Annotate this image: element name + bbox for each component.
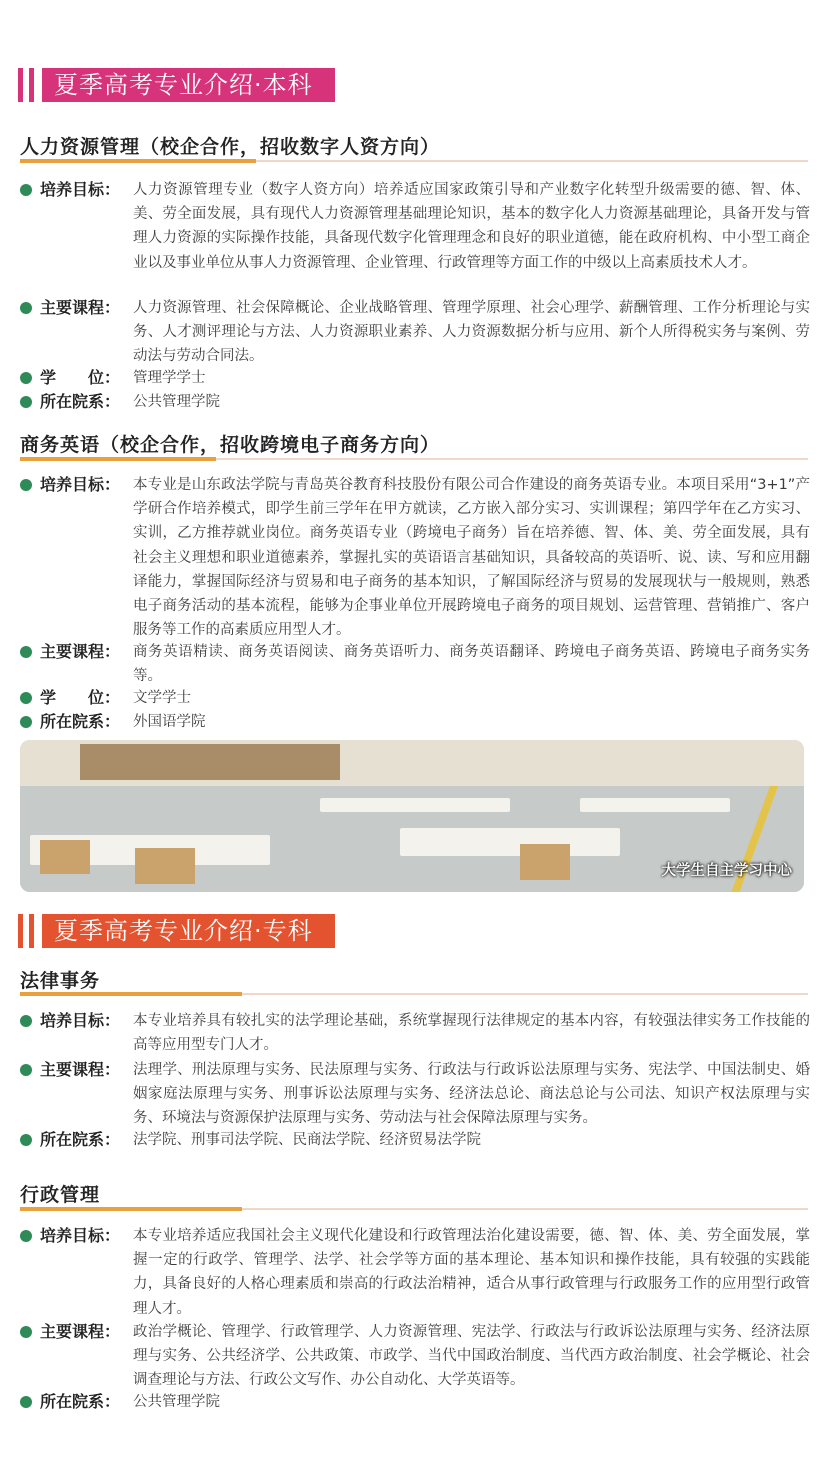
- bullet-icon: [20, 1064, 32, 1076]
- bullet-icon: [20, 302, 32, 314]
- row-text: 法学院、刑事司法学院、民商法学院、经济贸易法学院: [133, 1132, 481, 1148]
- title-underline: [20, 1208, 808, 1210]
- row-label: 所在院系：: [40, 712, 121, 731]
- row-text: 本专业培养适应我国社会主义现代化建设和行政管理法治化建设需要，德、智、体、美、劳全面发展，掌握一定的行政学、管理学、法学、社会学等方面的基本理论、基本知识和操作技能，具有较强的实践能力，具备良好的人格心理素质和崇高的行政法治精神，适合从事行政管理与行政服务工作的应用型行政管理人才。: [133, 1228, 810, 1317]
- row-text: 政治学概论、管理学、行政管理学、人力资源管理、宪法学、行政法与行政诉讼法原理与实务、经济法原理与实务、公共经济学、公共政策、市政学、当代中国政治制度、当代西方政治制度、社会学概论、社会调查理论与方法、行政公文写作、办公自动化、大学英语等。: [133, 1324, 810, 1389]
- row-courses: [20, 640, 810, 688]
- study-center-photo: [20, 740, 804, 892]
- major-title: 商务英语（校企合作，招收跨境电子商务方向）: [20, 434, 441, 456]
- bullet-icon: [20, 646, 32, 658]
- row-label: 学 位：: [40, 368, 121, 387]
- bullet-icon: [20, 372, 32, 384]
- row-label: 培养目标：: [40, 1226, 121, 1245]
- row-courses: [20, 1058, 810, 1131]
- row-department: [20, 1128, 810, 1152]
- row-text: 本专业培养具有较扎实的法学理论基础，系统掌握现行法律规定的基本内容，有较强法律实务工作技能的高等应用型专门人才。: [133, 1013, 810, 1054]
- row-goal: [20, 178, 810, 275]
- row-degree: [20, 686, 810, 710]
- row-text: 公共管理学院: [133, 1394, 220, 1410]
- bullet-icon: [20, 479, 32, 491]
- major-title: 人力资源管理（校企合作，招收数字人资方向）: [20, 136, 441, 158]
- row-department: [20, 1390, 810, 1414]
- section-banner-undergrad: [18, 68, 335, 102]
- row-text: 商务英语精读、商务英语阅读、商务英语听力、商务英语翻译、跨境电子商务英语、跨境电子商务实务等。: [133, 644, 810, 685]
- section-banner-title: 夏季高考专业介绍·本科: [42, 68, 335, 102]
- row-label: 学 位：: [40, 688, 121, 707]
- bullet-icon: [20, 1134, 32, 1146]
- row-label: 主要课程：: [40, 1060, 121, 1079]
- row-degree: [20, 366, 810, 390]
- major-title: 行政管理: [20, 1184, 101, 1206]
- row-label: 主要课程：: [40, 642, 121, 661]
- row-label: 培养目标：: [40, 475, 121, 494]
- photo-caption: 大学生自主学习中心: [661, 863, 792, 879]
- row-goal: [20, 1009, 810, 1057]
- row-text: 本专业是山东政法学院与青岛英谷教育科技股份有限公司合作建设的商务英语专业。本项目采用“3+1”产学研合作培养模式，即学生前三学年在甲方就读，乙方嵌入部分实习、实训课程；第四学年在乙方实习、实训，乙方推荐就业岗位。商务英语专业（跨境电子商务）旨在培养德、智、体、美、劳全面发展，具有社会主义理想和职业道德素养，掌握扎实的英语语言基础知识，具备较高的英语听、说、读、写和应用翻译能力，掌握国际经济与贸易和电子商务的基本知识，了解国际经济与贸易的发展现状与一般规则，熟悉电子商务活动的基本流程，能够为企事业单位开展跨境电子商务的项目规划、运营管理、营销推广、客户服务等工作的高素质应用型人才。: [133, 477, 810, 639]
- row-courses: [20, 1320, 810, 1393]
- row-text: 管理学学士: [133, 370, 206, 386]
- row-label: 培养目标：: [40, 1011, 121, 1030]
- bullet-icon: [20, 1396, 32, 1408]
- bullet-icon: [20, 1326, 32, 1338]
- bullet-icon: [20, 716, 32, 728]
- row-text: 文学学士: [133, 690, 191, 706]
- row-goal: [20, 1224, 810, 1321]
- bullet-icon: [20, 1230, 32, 1242]
- bullet-icon: [20, 184, 32, 196]
- row-text: 外国语学院: [133, 714, 206, 730]
- row-text: 公共管理学院: [133, 394, 220, 410]
- row-department: [20, 390, 810, 414]
- title-underline: [20, 160, 808, 162]
- bullet-icon: [20, 1015, 32, 1027]
- row-department: [20, 710, 810, 734]
- row-text: 人力资源管理、社会保障概论、企业战略管理、管理学原理、社会心理学、薪酬管理、工作分析理论与实务、人才测评理论与方法、人力资源职业素养、人力资源数据分析与应用、新个人所得税实务与案例、劳动法与劳动合同法。: [133, 300, 810, 365]
- row-courses: [20, 296, 810, 369]
- row-label: 培养目标：: [40, 180, 121, 199]
- major-title: 法律事务: [20, 970, 101, 992]
- row-text: 法理学、刑法原理与实务、民法原理与实务、行政法与行政诉讼法原理与实务、宪法学、中国法制史、婚姻家庭法原理与实务、刑事诉讼法原理与实务、经济法总论、商法总论与公司法、知识产权法原理与实务、环境法与资源保护法原理与实务、劳动法与社会保障法原理与实务。: [133, 1062, 810, 1127]
- title-underline: [20, 458, 808, 460]
- bullet-icon: [20, 396, 32, 408]
- bullet-icon: [20, 692, 32, 704]
- row-label: 所在院系：: [40, 1130, 121, 1149]
- section-banner-college: [18, 914, 335, 948]
- title-underline: [20, 993, 808, 995]
- row-goal: [20, 473, 810, 642]
- row-label: 所在院系：: [40, 1392, 121, 1411]
- row-text: 人力资源管理专业（数字人资方向）培养适应国家政策引导和产业数字化转型升级需要的德、智、体、美、劳全面发展，具有现代人力资源管理基础理论知识，基本的数字化人力资源基础理论，具备开发与管理人力资源的实际操作技能，具备现代数字化管理理念和良好的职业道德，能在政府机构、中小型工商企业以及事业单位从事人力资源管理、企业管理、行政管理等方面工作的中级以上高素质技术人才。: [133, 182, 810, 271]
- row-label: 主要课程：: [40, 298, 121, 317]
- row-label: 所在院系：: [40, 392, 121, 411]
- section-banner-title: 夏季高考专业介绍·专科: [42, 914, 335, 948]
- row-label: 主要课程：: [40, 1322, 121, 1341]
